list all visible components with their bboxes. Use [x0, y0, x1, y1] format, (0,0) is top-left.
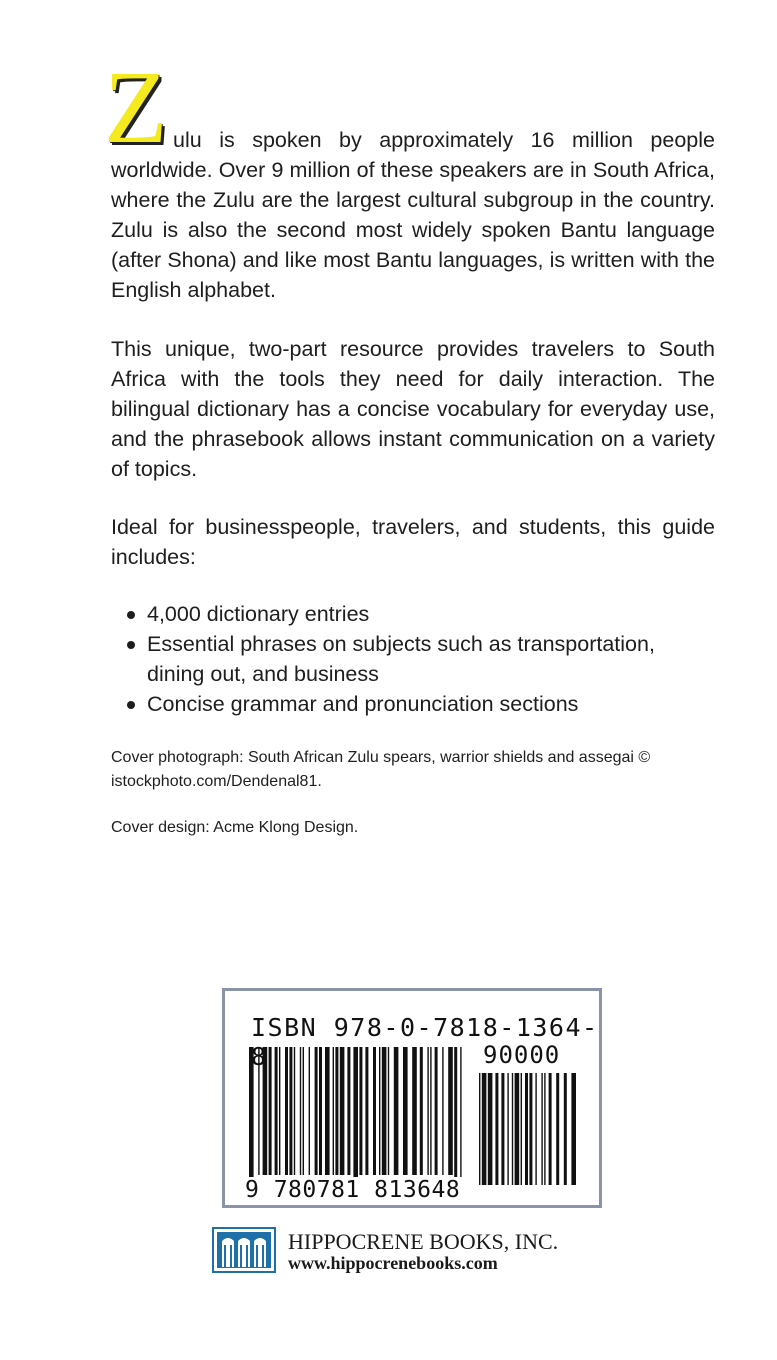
features-list: [126, 599, 716, 719]
barcode-bar: [507, 1073, 508, 1185]
list-item: Essential phrases on subjects such as transportation, dining out, and business: [126, 629, 716, 689]
drop-cap-letter: Z: [104, 50, 168, 165]
barcode-bar: [479, 1073, 480, 1185]
barcode-bar: [529, 1073, 532, 1185]
barcode-bar: [521, 1073, 522, 1185]
barcode-bar: [571, 1073, 576, 1185]
barcode-bar: [512, 1073, 513, 1185]
barcode-bar: [535, 1073, 536, 1185]
price-code: 90000: [483, 1041, 561, 1069]
intro-text: ulu is spoken by approximately 16 million people worldwide. Over 9 million of these speakers are in South Africa, where the Zulu are the largest cultural subgroup in the country. Zulu is also the second most widely spoken Bantu language (after Shona) and like most Bantu languages, is written with the English alphabet.: [111, 128, 715, 302]
barcode-bar: [495, 1073, 498, 1185]
list-item: 4,000 dictionary entries: [126, 599, 716, 629]
barcode-bar: [564, 1073, 567, 1185]
barcode-bar: [525, 1073, 528, 1185]
publisher-block: [212, 1225, 632, 1277]
barcode-bar: [541, 1073, 542, 1185]
ean-digits: 9 780781 813648: [245, 1177, 464, 1203]
barcode-bar: [544, 1073, 545, 1185]
barcode-bar: [488, 1073, 493, 1185]
barcode-bar: [501, 1073, 504, 1185]
barcode-bar: [482, 1073, 487, 1185]
list-item: Concise grammar and pronunciation sections: [126, 689, 716, 719]
publisher-url[interactable]: www.hippocrenebooks.com: [288, 1253, 498, 1273]
description-paragraph: This unique, two-part resource provides travelers to South Africa with the tools they need for daily interaction. The bilingual dictionary has a concise vocabulary for everyday use, and the phrasebook allows instant communication on a variety of topics.: [111, 337, 715, 481]
hippocrene-logo-icon: [212, 1227, 276, 1273]
barcode-bar: [556, 1073, 559, 1185]
audience-paragraph: Ideal for businesspeople, travelers, and students, this guide includes:: [111, 515, 715, 569]
barcode-bar: [515, 1073, 520, 1185]
photo-credit: Cover photograph: South African Zulu spears, warrior shields and assegai © istockphoto.com/Dendenal81.: [111, 749, 651, 790]
intro-paragraph: [111, 125, 715, 305]
barcode-bar: [549, 1073, 552, 1185]
isbn-label: ISBN 978-0-7818-1364-8: [251, 1013, 599, 1071]
barcode-box: [222, 988, 602, 1208]
design-credit: Cover design: Acme Klong Design.: [111, 819, 359, 836]
publisher-name: HIPPOCRENE BOOKS, INC.: [288, 1229, 559, 1254]
